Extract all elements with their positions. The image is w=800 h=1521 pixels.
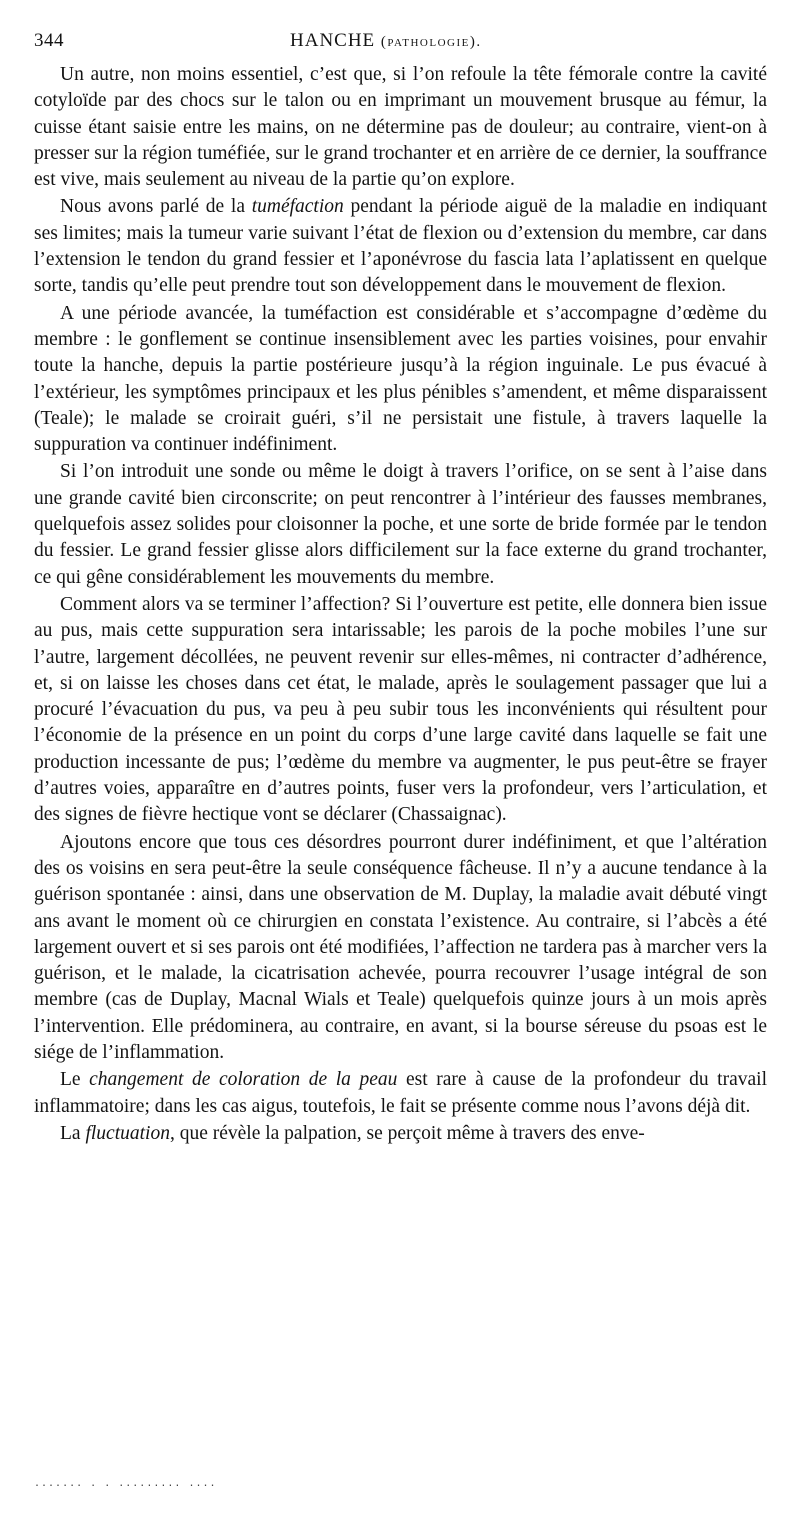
paragraph xyxy=(34,459,767,590)
text-run: , que révèle la palpation, se perçoit même à travers des enve- xyxy=(169,1122,645,1144)
paragraph xyxy=(34,1067,767,1120)
italic-term: fluctuation xyxy=(85,1122,170,1144)
text-run: est rare à cause de la profondeur du travail inflammatoire; dans les cas aigus, toutefois, le fait se présente comme nous l’avons déjà dit. xyxy=(34,1069,767,1117)
text-run: Ajoutons encore que tous ces désordres pourront durer indéfiniment, et que l’altération des os voisins en sera peut-être la seule conséquence fâcheuse. Il n’y a aucune tendance à la guérison spontanée : ainsi, dans une observation de M. Duplay, la maladie avait débuté vingt ans avant le moment où ce chirurgien en constata l’existence. Au contraire, si l’abcès a été largement ouvert et si ses parois ont été modifiées, l’affection ne tardera pas à marcher vers la guérison, et le malade, la cicatrisation achevée, pourra recouvrer l’usage intégral de son membre (cas de Duplay, Macnal Wials et Teale) quelquefois quinze jours à un mois après l’intervention. Elle prédominera, au contraire, en avant, si la bourse séreuse du psoas est le siége de l’inflammation. xyxy=(34,831,767,1063)
paragraph xyxy=(34,830,767,1067)
running-header xyxy=(34,30,770,60)
page-number: 344 xyxy=(34,30,64,51)
italic-term: tuméfaction xyxy=(251,196,344,218)
running-head-title: HANCHE xyxy=(290,30,376,51)
text-run: Nous avons parlé de la xyxy=(60,196,252,218)
paragraph xyxy=(34,1121,767,1147)
text-run: Le xyxy=(60,1069,90,1091)
text-run: pendant la période aiguë de la maladie en indiquant ses limites; mais la tumeur varie suivant l’état de flexion ou d’extension du membre, car dans l’extension le tendon du grand fessier et l’aponévrose du fascia lata l’aplatissent en quelque sorte, tandis qu’elle peut prendre tout son développement dans le mouvement de flexion. xyxy=(34,196,767,297)
running-head-subtitle: (pathologie). xyxy=(380,34,482,50)
paragraph xyxy=(34,592,767,829)
footer-rule: ....... . . ......... .... xyxy=(34,1478,217,1489)
body-text xyxy=(34,62,767,1147)
text-run: Un autre, non moins essentiel, c’est que, si l’on refoule la tête fémorale contre la cavité cotyloïde par des chocs sur le talon ou en imprimant un mouvement brusque au fémur, la cuisse étant saisie entre les mains, on ne détermine pas de douleur; au contraire, vient-on à presser sur la région tuméfiée, sur le grand trochanter et en arrière de ce dernier, la souffrance est vive, mais seulement au niveau de la partie qu’on explore. xyxy=(34,64,767,191)
paragraph xyxy=(34,62,767,193)
text-run: Comment alors va se terminer l’affection? Si l’ouverture est petite, elle donnera bien issue au pus, mais cette suppuration sera intarissable; les parois de la poche mobiles l’une sur l’autre, largement décollées, ne peuvent revenir sur elles-mêmes, ni contracter d’adhérence, et, si on laisse les choses dans cet état, le malade, après le soulagement passager que lui a procuré l’évacuation du pus, va peu à peu subir tous les inconvénients qui résultent pour l’économie de la présence en un point du corps d’une large cavité dans laquelle se fait une production incessante de pus; l’œdème du membre va augmenter, le pus peut-être se frayer d’autres voies, apparaître en d’autres points, fuser vers la profondeur, vers l’articulation, et des signes de fièvre hectique vont se déclarer (Chassaignac). xyxy=(34,593,767,826)
text-run: La xyxy=(60,1122,86,1144)
text-run: Si l’on introduit une sonde ou même le doigt à travers l’orifice, on se sent à l’aise dans une grande cavité bien circonscrite; on peut rencontrer à l’intérieur des fausses membranes, quelquefois assez solides pour cloisonner la poche, et une sorte de bride formée par le tendon du fessier. Le grand fessier glisse alors difficilement sur la face externe du grand trochanter, ce qui gêne considérablement les mouvements du membre. xyxy=(34,461,767,588)
text-run: A une période avancée, la tuméfaction est considérable et s’accompagne d’œdème du membre : le gonflement se continue insensiblement avec les parties voisines, pour envahir toute la hanche, depuis la partie postérieure jusqu’à la région inguinale. Le pus évacué à l’extérieur, les symptômes principaux et les plus pénibles s’amendent, et même disparaissent (Teale); le malade se croirait guéri, s’il ne persistait une fistule, à travers laquelle la suppuration va continuer indéfiniment. xyxy=(34,302,767,456)
paragraph xyxy=(34,301,767,459)
paragraph xyxy=(34,194,767,299)
running-head xyxy=(290,30,482,52)
italic-term: changement de coloration de la peau xyxy=(89,1069,398,1091)
